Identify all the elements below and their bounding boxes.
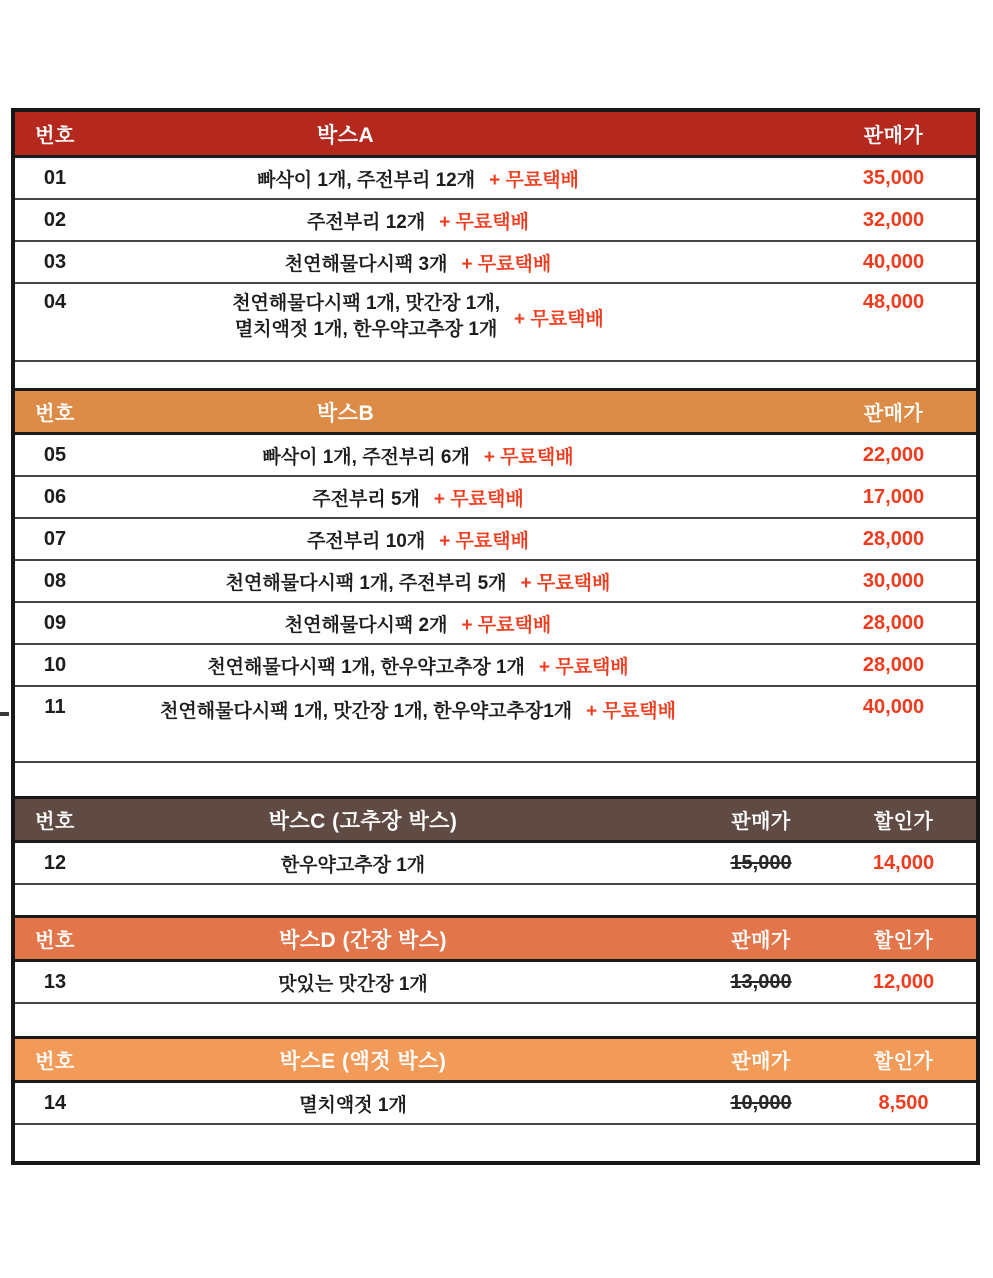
col-header-title: 박스B xyxy=(316,401,375,425)
item-text: 천연해물다시팩 1개, 한우약고추장 1개 xyxy=(207,656,525,678)
row-number: 08 xyxy=(43,569,67,592)
col-header-no: 번호 xyxy=(35,1051,75,1073)
row-description xyxy=(95,610,811,637)
free-shipping-label: + 무료택배 xyxy=(439,530,529,552)
col-header-discount: 할인가 xyxy=(873,811,934,833)
table-row xyxy=(15,962,976,1004)
item-text: 천연해물다시팩 1개, 주전부리 5개 xyxy=(225,572,507,594)
row-number: 07 xyxy=(43,527,67,550)
row-price: 35,000 xyxy=(862,166,925,189)
row-description xyxy=(95,652,811,679)
table-row xyxy=(15,843,976,885)
table-row xyxy=(15,687,976,763)
row-number: 02 xyxy=(43,208,67,231)
free-shipping-label: + 무료택배 xyxy=(461,253,552,275)
free-shipping-label: + 무료택배 xyxy=(586,701,676,722)
row-description xyxy=(95,284,811,343)
table-row xyxy=(15,645,976,687)
row-number: 14 xyxy=(43,1091,67,1114)
item-text: 주전부리 12개 xyxy=(307,211,426,233)
table-boxA-header xyxy=(15,112,976,158)
table-row xyxy=(15,158,976,200)
row-description xyxy=(95,568,811,595)
table-boxA xyxy=(15,112,976,388)
row-number: 10 xyxy=(43,653,67,676)
col-header-title: 박스E (액젓 박스) xyxy=(279,1049,447,1073)
col-header-title: 박스C (고추장 박스) xyxy=(268,809,458,833)
row-number: 01 xyxy=(43,166,67,189)
table-boxB-header xyxy=(15,391,976,435)
row-price: 28,000 xyxy=(862,653,925,676)
col-header-title: 박스D (간장 박스) xyxy=(278,928,448,952)
item-text: 천연해물다시팩 3개 xyxy=(284,253,448,275)
empty-space xyxy=(15,763,976,796)
col-header-discount: 할인가 xyxy=(873,930,934,952)
row-description xyxy=(95,484,811,511)
row-description xyxy=(95,687,811,723)
col-header-title: 박스A xyxy=(316,123,375,147)
row-number: 06 xyxy=(43,485,67,508)
table-row xyxy=(15,477,976,519)
col-header-price: 판매가 xyxy=(863,125,924,147)
row-number: 13 xyxy=(43,970,67,993)
item-text: 빠삭이 1개, 주전부리 12개 xyxy=(257,169,476,191)
free-shipping-label: + 무료택배 xyxy=(439,211,529,233)
item-text: 주전부리 5개 xyxy=(312,488,420,510)
table-boxC xyxy=(15,796,976,915)
table-row xyxy=(15,561,976,603)
row-price: 30,000 xyxy=(862,569,925,592)
row-price: 48,000 xyxy=(862,291,925,313)
row-number: 04 xyxy=(43,291,67,313)
col-header-no: 번호 xyxy=(35,930,75,952)
row-price: 40,000 xyxy=(862,250,925,273)
row-description xyxy=(95,249,811,276)
table-row xyxy=(15,519,976,561)
row-price-original: 10,000 xyxy=(730,1091,792,1114)
row-description xyxy=(95,207,811,234)
col-header-price: 판매가 xyxy=(731,811,791,833)
empty-space xyxy=(15,1125,976,1161)
row-number: 05 xyxy=(43,443,67,466)
row-description xyxy=(95,850,691,877)
free-shipping-label: + 무료택배 xyxy=(538,656,629,678)
table-boxD-header xyxy=(15,918,976,962)
col-header-no: 번호 xyxy=(35,811,75,833)
empty-space xyxy=(15,362,976,388)
free-shipping-label: + 무료택배 xyxy=(520,572,611,594)
item-text: 천연해물다시팩 2개 xyxy=(284,614,448,636)
item-text: 천연해물다시팩 1개, 맛간장 1개, 한우약고추장1개 xyxy=(160,701,573,722)
row-price-discount: 14,000 xyxy=(872,851,935,874)
col-header-price: 판매가 xyxy=(731,1051,791,1073)
row-price-discount: 8,500 xyxy=(878,1091,929,1114)
table-boxD xyxy=(15,915,976,1036)
col-header-no: 번호 xyxy=(35,403,75,425)
item-text: 빠삭이 1개, 주전부리 6개 xyxy=(262,446,470,468)
free-shipping-label: + 무료택배 xyxy=(489,169,579,191)
col-header-no: 번호 xyxy=(35,125,75,147)
row-number: 09 xyxy=(43,611,67,634)
stray-mark xyxy=(0,712,9,716)
table-row xyxy=(15,435,976,477)
row-number: 11 xyxy=(44,696,66,718)
row-description xyxy=(95,969,691,996)
row-price: 17,000 xyxy=(862,485,925,508)
price-tables-container xyxy=(11,108,980,1165)
row-number: 03 xyxy=(43,250,67,273)
row-description xyxy=(95,526,811,553)
table-row xyxy=(15,1083,976,1125)
item-text: 맛있는 맛간장 1개 xyxy=(278,973,428,995)
col-header-price: 판매가 xyxy=(731,930,791,952)
row-price-discount: 12,000 xyxy=(872,970,935,993)
row-price: 22,000 xyxy=(862,443,925,466)
table-boxB xyxy=(15,388,976,796)
row-price: 40,000 xyxy=(862,696,925,718)
table-boxE-header xyxy=(15,1039,976,1083)
table-row xyxy=(15,603,976,645)
row-description xyxy=(95,442,811,469)
col-header-price: 판매가 xyxy=(863,403,924,425)
empty-space xyxy=(15,885,976,915)
table-row xyxy=(15,242,976,284)
item-text: 멸치액젓 1개 xyxy=(299,1094,407,1116)
row-price-original: 13,000 xyxy=(730,970,792,993)
free-shipping-label: + 무료택배 xyxy=(461,614,552,636)
item-text: 천연해물다시팩 1개, 맛간장 1개, 멸치액젓 1개, 한우약고추장 1개 xyxy=(232,293,500,340)
item-text: 한우약고추장 1개 xyxy=(280,854,426,876)
free-shipping-label: + 무료택배 xyxy=(483,446,574,468)
row-price: 28,000 xyxy=(862,611,925,634)
item-text: 주전부리 10개 xyxy=(307,530,426,552)
free-shipping-label: + 무료택배 xyxy=(433,488,524,510)
table-boxE xyxy=(15,1036,976,1161)
empty-space xyxy=(15,1004,976,1036)
table-row xyxy=(15,200,976,242)
row-price-original: 15,000 xyxy=(730,851,792,874)
table-boxC-header xyxy=(15,799,976,843)
row-description xyxy=(95,165,811,192)
col-header-discount: 할인가 xyxy=(873,1051,934,1073)
row-price: 28,000 xyxy=(862,527,925,550)
row-number: 12 xyxy=(43,851,67,874)
row-price: 32,000 xyxy=(862,208,925,231)
table-row xyxy=(15,284,976,362)
row-description xyxy=(95,1090,691,1117)
free-shipping-label: + 무료택배 xyxy=(513,308,604,330)
